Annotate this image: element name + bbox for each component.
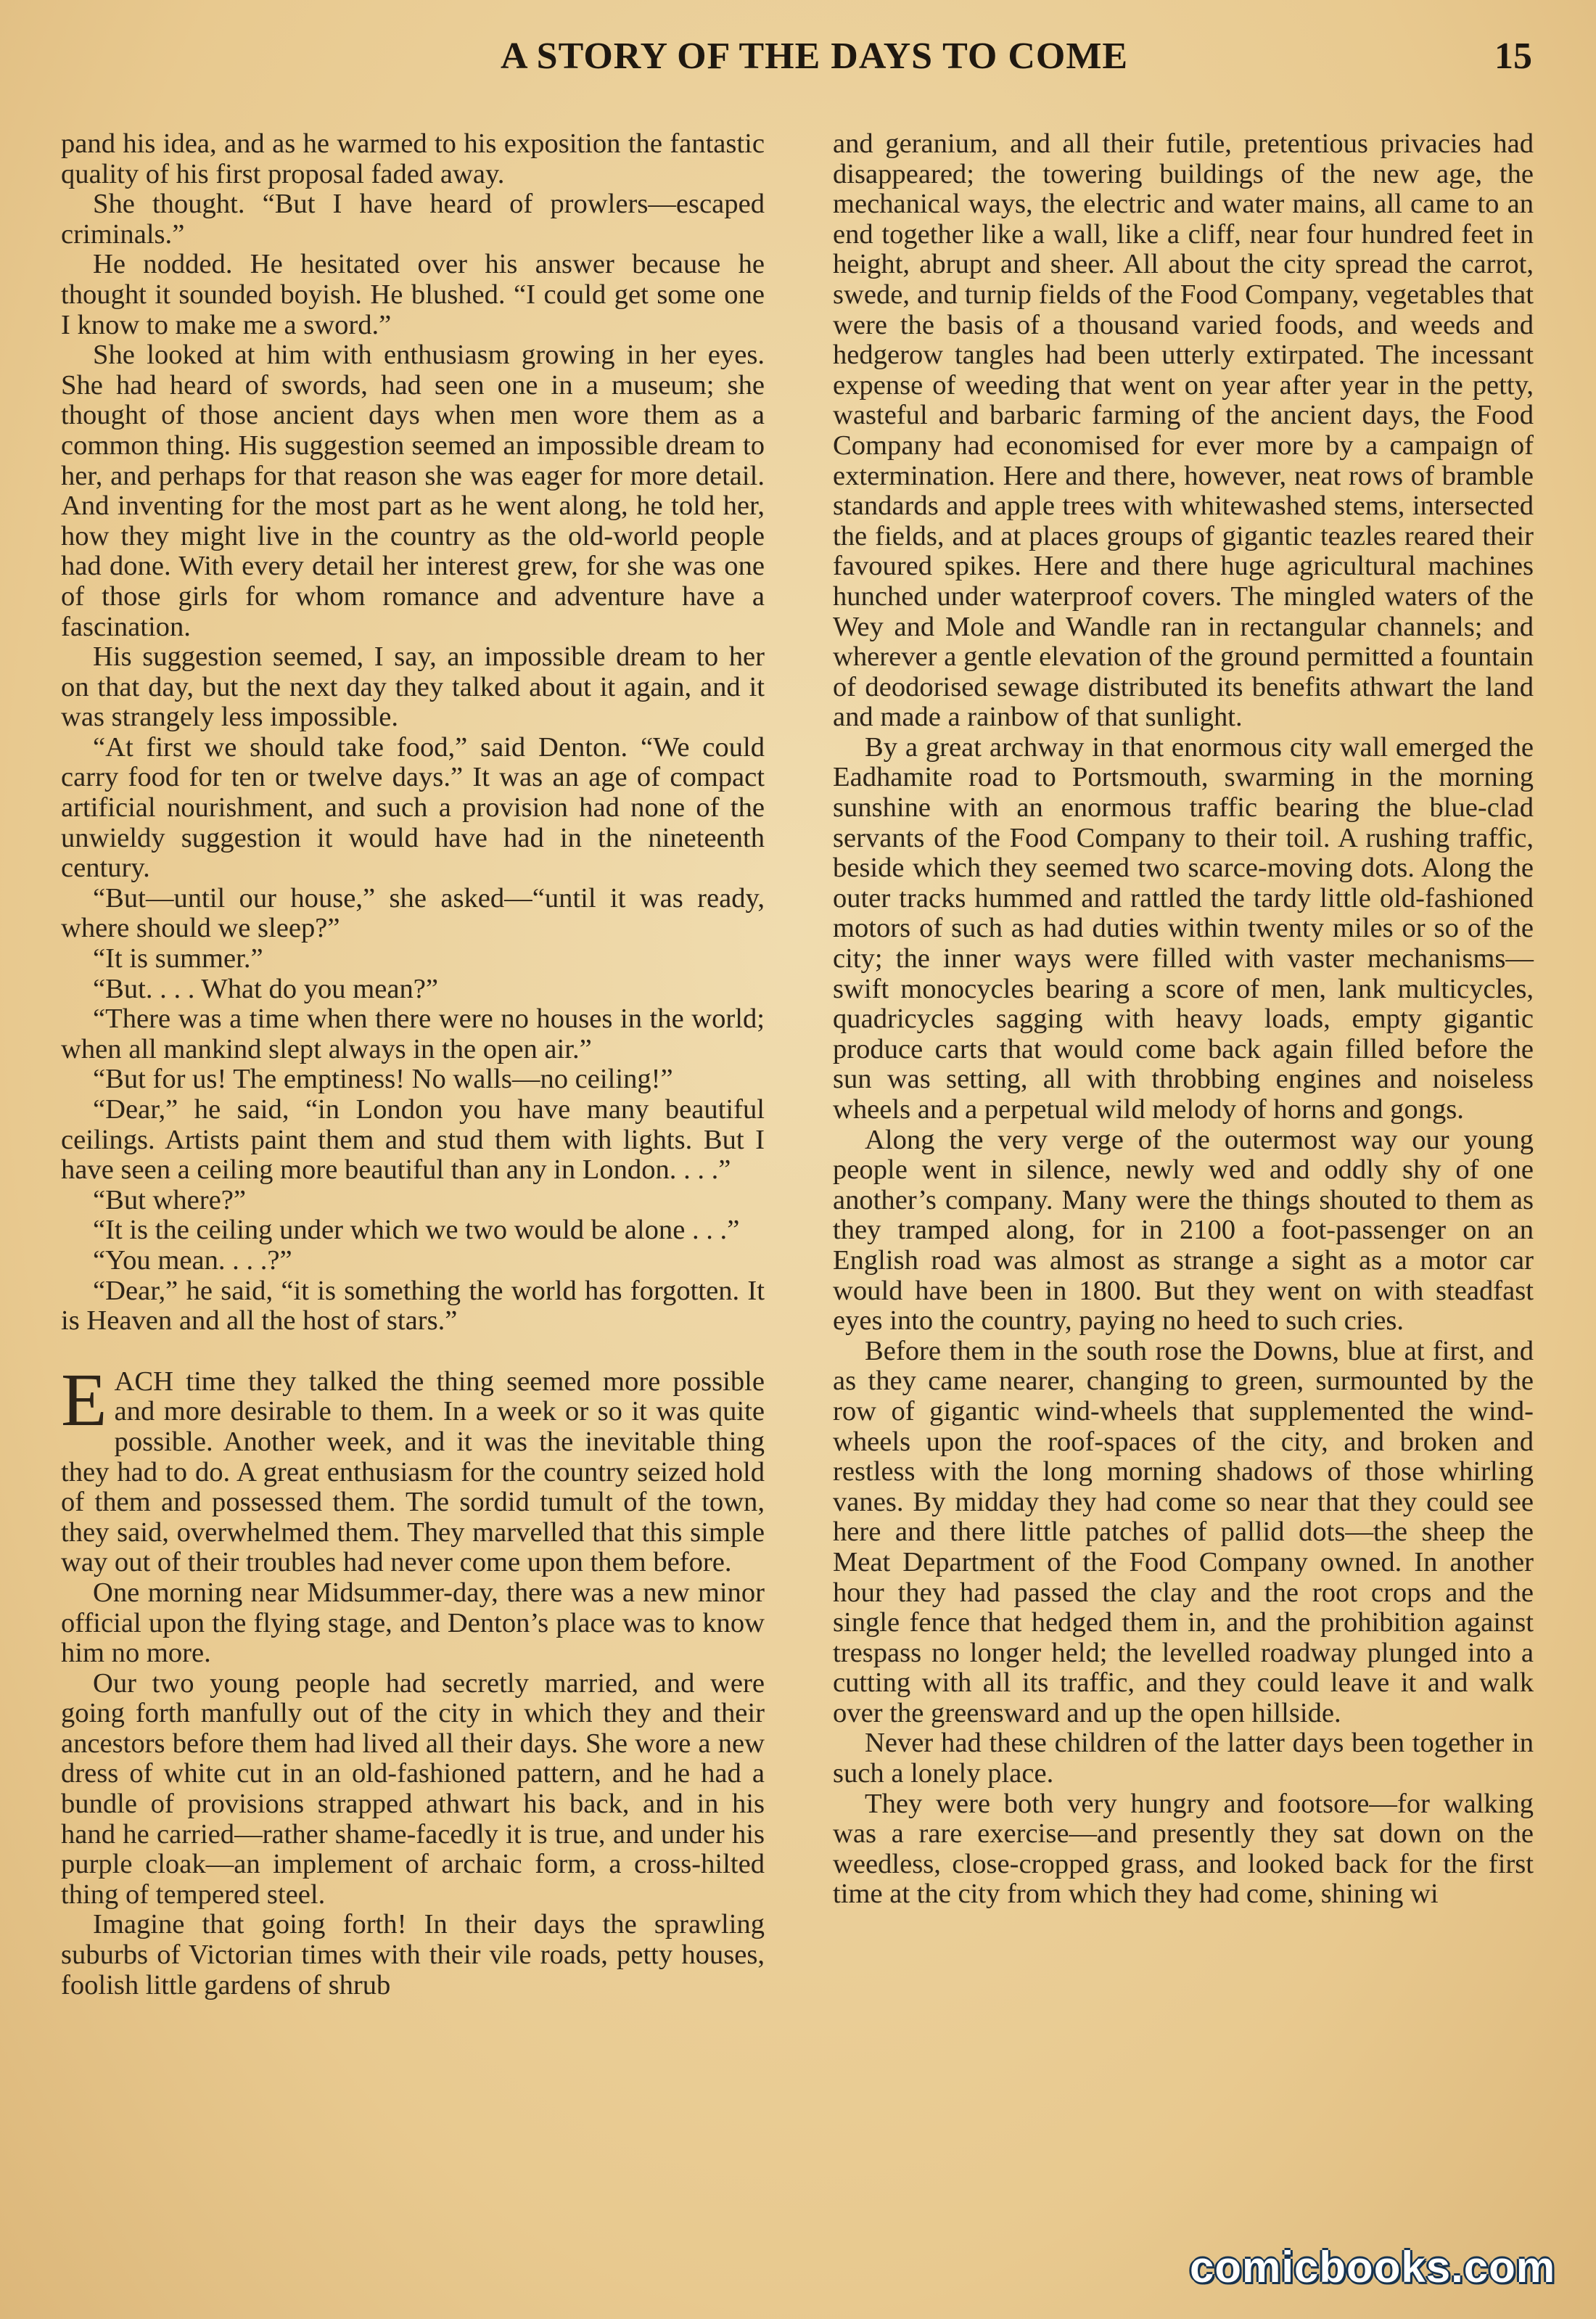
site-watermark: comicbooks.com [1190,2243,1556,2291]
paragraph: “Dear,” he said, “it is something the world has forgotten. It is Heaven and all the host of stars.” [61,1275,765,1337]
drop-cap: E [61,1358,107,1442]
paragraph: “It is summer.” [93,943,263,974]
paragraph: Along the very verge of the outermost way our young people went in silence, newly wed and oddly shy of one another’s company. Many were the things shouted to them as they tramped along, for in 2100 a foot-passenger on an English road was almost as strange a sight as a motor car would have been in 1800. But they went on with steadfast eyes into the country, paying no heed to such cries. [833,1124,1534,1337]
paragraph: pand his idea, and as he warmed to his exposition the fantastic quality of his first proposal faded away. [61,128,765,189]
paragraph: One morning near Midsummer-day, there was a new minor official upon the flying stage, and Denton’s place was to know him no more. [61,1577,765,1669]
page-header [0,29,1596,87]
page-number: 15 [1494,36,1532,77]
paragraph-text: ACH time they talked the thing seemed more possible and more desirable to them. In a week or so it was quite possible. Another week, and it was the inevitable thing they had to do. A great enthusiasm for the country seized hold of them and possessed them. The sordid tumult of the town, they said, overwhelmed them. They marvelled that this simple way out of their troubles had never come upon them before. [61,1366,765,1578]
paragraph: “At first we should take food,” said Denton. “We could carry food for ten or twelve days.” It was an age of compact artificial nourishment, and such a provision had none of the unwieldy suggestion it would have had in the nineteenth century. [61,731,765,884]
paragraph: He nodded. He hesitated over his answer because he thought it sounded boyish. He blushed. “I could get some one I know to make me a sword.” [61,249,765,340]
paragraph: “It is the ceiling under which we two would be alone . . .” [93,1215,740,1246]
paragraph: They were both very hungry and footsore—for walking was a rare exercise—and presently they sat down on the weedless, close-cropped grass, and looked back for the first time at the city from which they had come, shining wi [833,1788,1534,1910]
paragraph: “But—until our house,” she asked—“until it was ready, where should we sleep?” [61,882,765,944]
paragraph: Never had these children of the latter days been together in such a lonely place. [833,1728,1534,1789]
paragraph: “But for us! The emptiness! No walls—no ceiling!” [93,1064,673,1095]
running-title: A STORY OF THE DAYS TO COME [501,36,1129,77]
paragraph: By a great archway in that enormous city wall emerged the Eadhamite road to Portsmouth, swarming in the morning sunshine with an enormous traffic bearing the blue-clad servants of the Food Company to their toil. A rushing traffic, beside which they seemed two scarce-moving dots. Along the outer tracks hummed and rattled the tardy little old-fashioned motors of such as had duties within twenty miles or so of the city; the inner ways were filled with vaster mechanisms—swift monocycles bearing a score of men, lank multicycles, quadricycles sagging with heavy loads, empty gigantic produce carts that would come back again filled before the sun was setting, all with throbbing engines and noiseless wheels and a perpetual wild melody of horns and gongs. [833,731,1534,1125]
paragraph: “But. . . . What do you mean?” [93,973,439,1004]
paragraph: His suggestion seemed, I say, an impossible dream to her on that day, but the next day they talked about it again, and it was strangely less impossible. [61,641,765,733]
paragraph: “But where?” [93,1184,246,1215]
paragraph: “You mean. . . .?” [93,1244,292,1276]
section-opening-paragraph [61,1358,765,1578]
paragraph: She thought. “But I have heard of prowlers—escaped criminals.” [61,189,765,250]
paragraph: Our two young people had secretly married, and were going forth manfully out of the city in which they and their ancestors before them had lived all their days. She wore a new dress of white cut in an old-fashioned pattern, and he had a bundle of provisions strapped athwart his back, and in his hand he carried—rather shame-facedly it is true, and under his purple cloak—an implement of archaic form, a cross-hilted thing of tempered steel. [61,1667,765,1910]
left-column [61,129,765,2000]
paragraph: She looked at him with enthusiasm growing in her eyes. She had heard of swords, had seen one in a museum; she thought of those ancient days when men wore them as a common thing. His suggestion seemed an impossible dream to her, and perhaps for that reason she was eager for more detail. And inventing for the most part as he went along, he told her, how they might live in the country as the old-world people had done. With every detail her interest grew, for she was one of those girls for whom romance and adventure have a fascination. [61,340,765,642]
paragraph: “Dear,” he said, “in London you have many beautiful ceilings. Artists paint them and stud them with lights. But I have seen a ceiling more beautiful than any in London. . . .” [61,1094,765,1186]
paragraph: and geranium, and all their futile, pretentious privacies had disappeared; the towering buildings of the new age, the mechanical ways, the electric and water mains, all came to an end together like a wall, like a cliff, near four hundred feet in height, abrupt and sheer. All about the city spread the carrot, swede, and turnip fields of the Food Company, vegetables that were the basis of a thousand varied foods, and weeds and hedgerow tangles had been utterly extirpated. The incessant expense of weeding that went on year after year in the petty, wasteful and barbaric farming of the ancient days, the Food Company had economised for ever more by a campaign of extermination. Here and there, however, neat rows of bramble standards and apple trees with whitewashed stems, intersected the fields, and at places groups of gigantic teazles reared their favoured spikes. Here and there huge agricultural machines hunched under waterproof covers. The mingled waters of the Wey and Mole and Wandle ran in rectangular channels; and wherever a gentle elevation of the ground permitted a fountain of deodorised sewage distributed its benefits athwart the land and made a rainbow of that sunlight. [833,128,1534,733]
paragraph: “There was a time when there were no houses in the world; when all mankind slept always in the open air.” [61,1003,765,1064]
paragraph: Before them in the south rose the Downs, blue at first, and as they came nearer, changing to green, surmounted by the row of gigantic wind-wheels that supplemented the wind-wheels upon the roof-spaces of the city, and broken and restless with the long morning shadows of those whirling vanes. By midday they had come so near that they could see here and there little patches of pallid dots—the sheep the Meat Department of the Food Company owned. In another hour they had passed the clay and the root crops and the single fence that hedged them in, and the prohibition against trespass no longer held; the levelled roadway plunged into a cutting with all its traffic, and they could leave it and walk over the greensward and up the open hillside. [833,1335,1534,1728]
right-column [833,129,1534,1910]
paragraph: Imagine that going forth! In their days the sprawling suburbs of Victorian times with their vile roads, petty houses, foolish little gardens of shrub [61,1909,765,2000]
